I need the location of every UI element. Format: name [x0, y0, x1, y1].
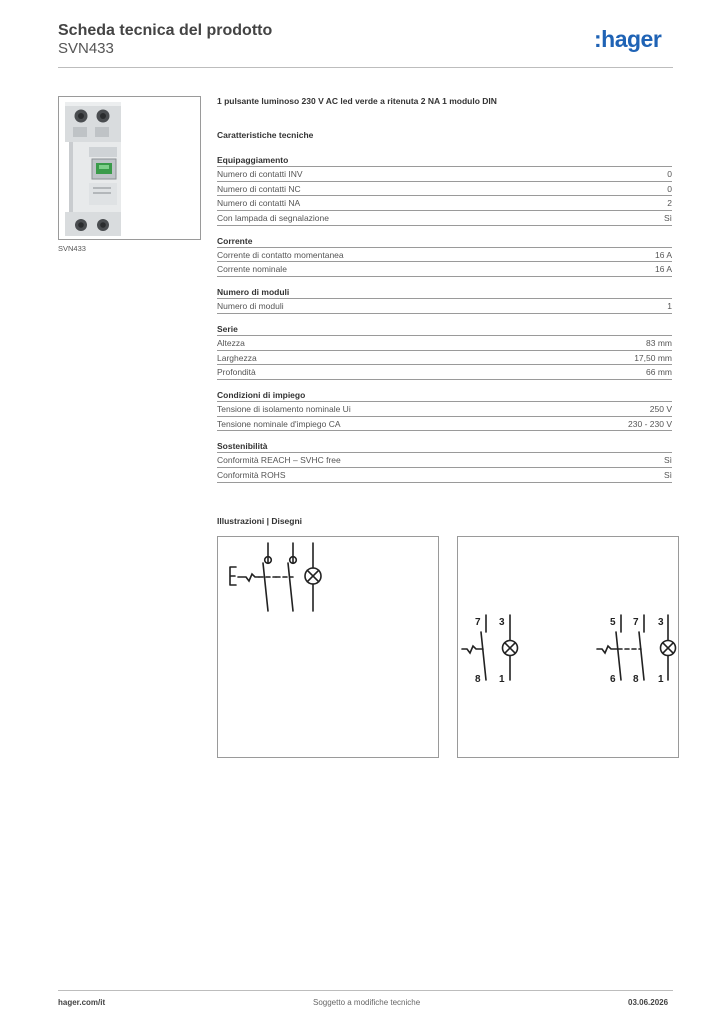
spec-row [217, 167, 672, 182]
product-image [58, 96, 201, 240]
terminal-label: 6 [610, 674, 616, 685]
spec-value: 66 mm [646, 367, 672, 378]
spec-label: Conformità ROHS [217, 469, 286, 480]
spec-value: 0 [667, 183, 672, 194]
spec-value: 230 - 230 V [628, 418, 672, 429]
spec-value: 250 V [649, 403, 672, 414]
terminal-label: 3 [658, 617, 664, 628]
section-title: Numero di moduli [217, 285, 672, 299]
spec-value: 2 [667, 198, 672, 209]
footer-website-link[interactable]: hager.com/it [58, 998, 106, 1007]
illustrations-heading: Illustrazioni | Disegni [217, 516, 303, 526]
spec-row [217, 417, 672, 432]
page-title: Scheda tecnica del prodotto [58, 22, 273, 39]
spec-label: Larghezza [217, 352, 257, 363]
spec-label: Conformità REACH – SVHC free [217, 455, 341, 466]
terminal-label: 7 [475, 617, 481, 628]
spec-row [217, 351, 672, 366]
characteristics-heading: Caratteristiche tecniche [217, 130, 314, 140]
spec-label: Tensione nominale d'impiego CA [217, 418, 341, 429]
spec-row [217, 182, 672, 197]
spec-label: Tensione di isolamento nominale Ui [217, 403, 351, 414]
spec-row [217, 248, 672, 263]
spec-label: Numero di contatti INV [217, 169, 303, 179]
spec-section-conditions [217, 388, 672, 431]
spec-label: Altezza [217, 337, 245, 348]
hager-logo: :hager [594, 26, 662, 52]
spec-row [217, 402, 672, 417]
spec-row [217, 196, 672, 211]
footer-date: 03.06.2026 [628, 998, 669, 1007]
footer-note: Soggetto a modifiche tecniche [313, 998, 421, 1007]
terminal-label: 8 [633, 674, 639, 685]
spec-value: 16 A [654, 264, 672, 275]
section-title: Corrente [217, 234, 672, 248]
spec-section-series [217, 322, 672, 380]
spec-row [217, 468, 672, 483]
symbol-drawing [217, 536, 439, 758]
terminal-label: 7 [633, 617, 639, 628]
spec-row [217, 299, 672, 314]
terminal-label: 8 [475, 674, 481, 685]
spec-label: Corrente di contatto momentanea [217, 249, 344, 260]
spec-section-modules [217, 285, 672, 314]
spec-label: Numero di contatti NA [217, 198, 301, 209]
section-title: Condizioni di impiego [217, 388, 672, 402]
spec-value: 83 mm [646, 337, 672, 348]
spec-value: Sì [663, 455, 672, 466]
section-title: Sostenibilità [217, 439, 672, 453]
spec-value: 1 [667, 301, 672, 312]
spec-value: Sì [663, 469, 672, 480]
spec-label: Corrente nominale [217, 264, 287, 275]
spec-table [217, 153, 672, 491]
spec-label: Con lampada di segnalazione [217, 213, 329, 224]
product-description: 1 pulsante luminoso 230 V AC led verde a ritenuta 2 NA 1 modulo DIN [217, 96, 497, 106]
wiring-diagram [457, 536, 679, 758]
terminal-label: 1 [658, 674, 664, 685]
spec-section-equipment [217, 153, 672, 226]
spec-row [217, 211, 672, 226]
spec-value: Sì [663, 213, 672, 224]
footer-divider [58, 990, 673, 991]
spec-section-sustainability [217, 439, 672, 482]
product-image-caption: SVN433 [58, 244, 86, 253]
spec-row [217, 262, 672, 277]
product-code: SVN433 [58, 40, 114, 57]
section-title: Serie [217, 322, 672, 336]
terminal-label: 1 [499, 674, 505, 685]
terminal-label: 5 [610, 617, 616, 628]
spec-value: 16 A [654, 249, 672, 260]
spec-label: Numero di moduli [217, 301, 284, 312]
spec-label: Numero di contatti NC [217, 183, 301, 194]
terminal-label: 3 [499, 617, 505, 628]
spec-label: Profondità [217, 367, 256, 378]
spec-row [217, 365, 672, 380]
header-divider [58, 67, 673, 68]
spec-value: 17,50 mm [634, 352, 672, 363]
spec-value: 0 [667, 169, 672, 179]
spec-row [217, 453, 672, 468]
spec-section-current [217, 234, 672, 277]
section-title: Equipaggiamento [217, 153, 672, 167]
spec-row [217, 336, 672, 351]
